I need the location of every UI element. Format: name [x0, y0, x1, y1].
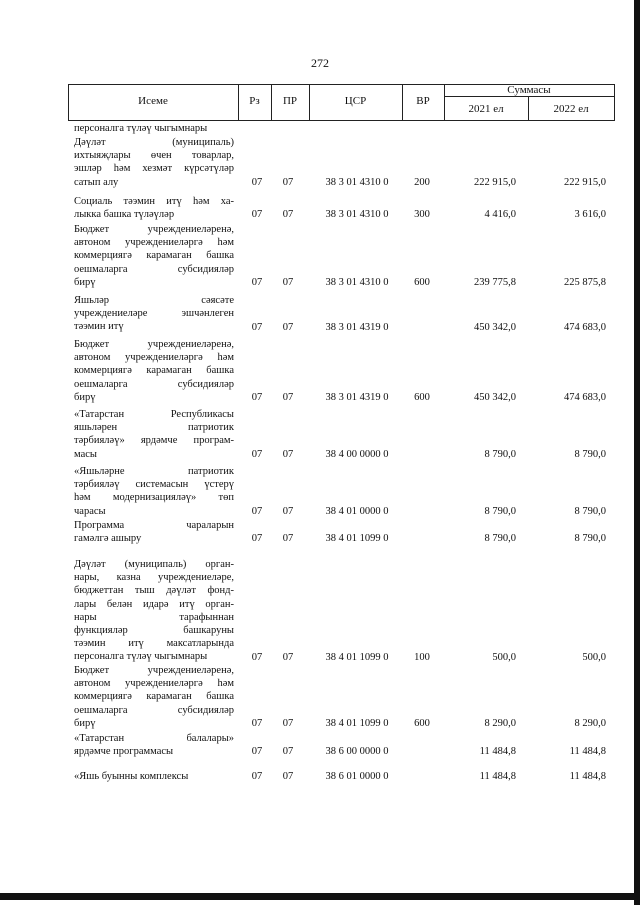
cell-rz: 07: [251, 176, 263, 188]
row-name-line: гамәлгә ашыру: [74, 533, 142, 545]
cell-rz: 07: [251, 321, 263, 333]
row-name-line: Бюджет учреждениеләренә,: [74, 665, 234, 676]
table-row: [0, 223, 640, 289]
page-number: 272: [311, 56, 329, 70]
header-name: Исеме: [138, 95, 168, 107]
header-pr: ПР: [282, 95, 298, 107]
cell-pr: 07: [282, 176, 294, 188]
cell-y1: 11 484,8: [479, 771, 516, 783]
cell-rz: 07: [251, 505, 263, 517]
cell-pr: 07: [282, 448, 294, 460]
cell-y1: 8 290,0: [484, 718, 516, 729]
row-name-line: яшьләрен патриотик: [74, 422, 234, 434]
scan-border-bottom: [0, 893, 640, 900]
cell-y2: 222 915,0: [564, 176, 606, 188]
cell-vr: 600: [414, 392, 430, 403]
table-row: [0, 519, 640, 545]
header-csr: ЦСР: [344, 95, 367, 107]
table-row: [0, 732, 640, 758]
row-name-line: коммерциягә карамаган башка: [74, 250, 234, 262]
row-name-line: оешмаларга субсидияләр: [74, 378, 234, 390]
cell-y1: 11 484,8: [479, 746, 516, 758]
row-name-line: нары, казна учреждениеләре,: [74, 572, 234, 584]
cell-y2: 500,0: [582, 651, 606, 663]
cell-rz: 07: [251, 746, 263, 758]
row-name: [74, 136, 234, 189]
cell-vr: 200: [414, 176, 430, 188]
row-name-line: һәм модернизацияләү» төп: [74, 492, 234, 504]
row-name-line: «Яшьләрне патриотик: [74, 466, 234, 477]
row-name-line: лыкка башка түләүләр: [74, 209, 175, 221]
table-row: [0, 294, 640, 334]
cell-pr: 07: [282, 277, 294, 288]
row-name: [74, 465, 234, 518]
row-name-line: «Татарстан балалары»: [74, 733, 234, 744]
cell-y1: 222 915,0: [474, 176, 516, 188]
table-row: [0, 558, 640, 664]
row-name-line: Бюджет учреждениеләренә,: [74, 339, 234, 350]
cell-y1: 8 790,0: [484, 448, 516, 460]
cell-vr: 100: [414, 651, 430, 663]
header-year-2021: 2021 ел: [468, 103, 504, 115]
row-name-line: Социаль тәэмин итү һәм ха-: [74, 196, 234, 207]
cell-y2: 474 683,0: [564, 392, 606, 403]
row-name-line: сатып алу: [74, 176, 119, 188]
row-name-line: коммерциягә карамаган башка: [74, 691, 234, 703]
table-row: [0, 465, 640, 518]
table-row: [0, 408, 640, 461]
cell-vr: 600: [414, 718, 430, 729]
cell-pr: 07: [282, 321, 294, 333]
cell-csr: 38 4 01 1099 0: [325, 651, 389, 663]
table-row: [0, 136, 640, 189]
cell-csr: 38 3 01 4310 0: [325, 209, 389, 221]
cell-pr: 07: [282, 771, 294, 783]
row-name: [74, 408, 234, 461]
cell-y2: 474 683,0: [564, 321, 606, 333]
cell-y1: 450 342,0: [474, 392, 516, 403]
table-row: [0, 195, 640, 221]
row-name-line: бирү: [74, 717, 96, 729]
cell-y2: 11 484,8: [569, 746, 606, 758]
cell-y1: 500,0: [492, 651, 516, 663]
row-name: [74, 558, 234, 664]
row-name-line: Программа чараларын: [74, 520, 234, 531]
cell-rz: 07: [251, 533, 263, 545]
row-name: [74, 732, 234, 758]
row-name: [74, 122, 234, 135]
row-name: [74, 294, 234, 334]
cell-rz: 07: [251, 209, 263, 221]
scan-border-right: [634, 0, 640, 905]
row-name-line: тәэмин итү максатларында: [74, 638, 234, 650]
cell-rz: 07: [251, 771, 263, 783]
row-name-line: Яшьләр сәясәте: [74, 295, 234, 306]
row-name-line: бирү: [74, 276, 96, 288]
row-name-line: Бюджет учреждениеләренә,: [74, 224, 234, 235]
cell-csr: 38 6 00 0000 0: [325, 746, 389, 758]
row-name-line: «Яшь буынны комплексы: [74, 771, 189, 782]
row-name: [74, 519, 234, 545]
row-name-line: Дәүләт (муниципаль): [74, 137, 234, 148]
row-name-line: чарасы: [74, 505, 106, 517]
cell-rz: 07: [251, 718, 263, 729]
row-name-line: эшләр һәм хезмәт күрсәтүләр: [74, 163, 234, 175]
cell-y1: 450 342,0: [474, 321, 516, 333]
row-name: [74, 223, 234, 289]
cell-rz: 07: [251, 651, 263, 663]
row-name: [74, 195, 234, 221]
cell-rz: 07: [251, 448, 263, 460]
row-name-line: оешмаларга субсидияләр: [74, 263, 234, 275]
cell-vr: 600: [414, 277, 430, 288]
table-row: [0, 770, 640, 783]
cell-y2: 225 875,8: [564, 277, 606, 288]
row-name-line: тәрбияләү» ярдәмче програм-: [74, 435, 234, 447]
cell-pr: 07: [282, 718, 294, 729]
row-name-line: коммерциягә карамаган башка: [74, 365, 234, 377]
cell-csr: 38 3 01 4319 0: [325, 392, 389, 403]
row-name-line: ярдәмче программасы: [74, 746, 174, 758]
cell-pr: 07: [282, 392, 294, 403]
cell-y2: 8 290,0: [574, 718, 606, 729]
row-name-line: автоном учреждениеләргә һәм: [74, 352, 234, 364]
cell-rz: 07: [251, 392, 263, 403]
row-name-line: «Татарстан Республикасы: [74, 409, 234, 420]
table-row: [0, 122, 640, 135]
cell-y2: 8 790,0: [574, 533, 606, 545]
cell-pr: 07: [282, 505, 294, 517]
row-name-line: Дәүләт (муниципаль) орган-: [74, 559, 234, 570]
row-name: [74, 664, 234, 730]
cell-rz: 07: [251, 277, 263, 288]
table-row: [0, 664, 640, 730]
header-rz: Рз: [249, 95, 260, 107]
cell-csr: 38 4 01 0000 0: [325, 505, 389, 517]
cell-pr: 07: [282, 533, 294, 545]
cell-vr: 300: [414, 209, 430, 221]
table-row: [0, 338, 640, 404]
cell-csr: 38 4 01 1099 0: [325, 718, 389, 729]
cell-y1: 8 790,0: [484, 505, 516, 517]
cell-y1: 4 416,0: [484, 209, 516, 221]
cell-y1: 8 790,0: [484, 533, 516, 545]
header-sums: Суммасы: [507, 84, 551, 96]
row-name-line: персоналга түләү чыгымнары: [74, 123, 208, 134]
row-name-line: функцияләр башкаруны: [74, 625, 234, 637]
row-name-line: автоном учреждениеләргә һәм: [74, 237, 234, 249]
cell-csr: 38 3 01 4319 0: [325, 321, 389, 333]
row-name-line: нары тарафыннан: [74, 611, 234, 623]
row-name-line: тәрбияләү системасын үстерү: [74, 479, 234, 491]
cell-csr: 38 4 00 0000 0: [325, 448, 389, 460]
cell-y2: 3 616,0: [574, 209, 606, 221]
row-name-line: учреждениеләре эшчәнлеген: [74, 308, 234, 320]
header-vr: ВР: [416, 95, 430, 107]
row-name-line: автоном учреждениеләргә һәм: [74, 678, 234, 690]
row-name-line: тәэмин итү: [74, 321, 124, 333]
row-name-line: бирү: [74, 391, 96, 403]
cell-y2: 11 484,8: [569, 771, 606, 783]
cell-pr: 07: [282, 209, 294, 221]
cell-y2: 8 790,0: [574, 505, 606, 517]
row-name-line: бюджеттан тыш дәүләт фонд-: [74, 585, 234, 597]
cell-csr: 38 3 01 4310 0: [325, 277, 389, 288]
row-name-line: масы: [74, 448, 97, 460]
cell-csr: 38 6 01 0000 0: [325, 771, 389, 783]
row-name: [74, 338, 234, 404]
cell-y1: 239 775,8: [474, 277, 516, 288]
row-name-line: ихтыяҗлары өчен товарлар,: [74, 150, 234, 162]
row-name-line: персоналга түләү чыгымнары: [74, 651, 208, 663]
cell-csr: 38 4 01 1099 0: [325, 533, 389, 545]
cell-csr: 38 3 01 4310 0: [325, 176, 389, 188]
cell-pr: 07: [282, 746, 294, 758]
row-name: [74, 770, 234, 783]
cell-y2: 8 790,0: [574, 448, 606, 460]
cell-pr: 07: [282, 651, 294, 663]
row-name-line: лары белән идарә итү орган-: [74, 598, 234, 610]
row-name-line: оешмаларга субсидияләр: [74, 704, 234, 716]
header-year-2022: 2022 ел: [553, 103, 589, 115]
